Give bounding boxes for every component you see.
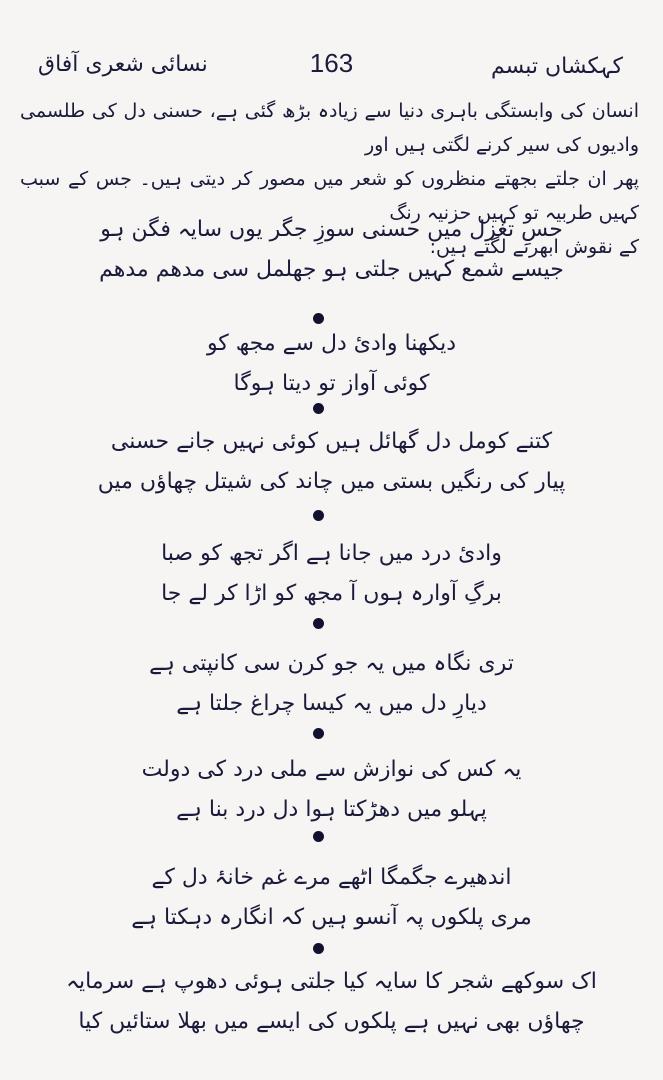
couplet-7 <box>0 858 663 938</box>
intro-line: پھر ان جلتے بجھتے منظروں کو شعر میں مصور کر دیتی ہیں۔ جس کے سبب کہیں طربیہ تو کہیں حزنیہ رنگ <box>20 168 639 224</box>
couplet-2 <box>0 324 663 404</box>
couplet-6 <box>0 750 663 830</box>
separator-dot <box>313 831 324 842</box>
couplet-8 <box>0 962 663 1042</box>
verse-line: یہ کس کی نوازش سے ملی درد کی دولت <box>141 757 522 782</box>
page-header <box>30 48 633 88</box>
separator-dot <box>313 313 324 324</box>
separator-dot <box>313 510 324 521</box>
page-number: 163 <box>309 48 354 78</box>
author-name: کہکشاں تبسم <box>490 54 623 79</box>
intro-line: انسان کی وابستگی باہری دنیا سے زیادہ بڑھ گئی ہے، حسنی دل کی طلسمی وادیوں کی سیر کرنے لگتی ہیں اور <box>20 100 639 156</box>
verse-line: پیار کی رنگیں بستی میں چاند کی شیتل چھاؤں میں <box>97 469 566 494</box>
verse-line: تری نگاہ میں یہ جو کرن سی کانپتی ہے <box>149 651 514 676</box>
verse-line: مری پلکوں پہ آنسو ہیں کہ انگارہ دہکتا ہے <box>131 905 532 930</box>
separator-dot <box>313 403 324 414</box>
verse-line: حسِ تغزل میں حسنی سوزِ جگر یوں سایہ فگن ہو <box>100 217 563 242</box>
separator-dot <box>313 943 324 954</box>
verse-line: کتنے کومل دل گھائل ہیں کوئی نہیں جانے حسنی <box>110 429 553 454</box>
verse-line: دیارِ دل میں یہ کیسا چراغ جلتا ہے <box>176 691 487 716</box>
couplet-5 <box>0 644 663 724</box>
couplet-4 <box>0 534 663 614</box>
verse-line: دیکھنا وادئ دل سے مجھ کو <box>206 331 457 356</box>
book-title: نسائی شعری آفاق <box>38 52 208 77</box>
verse-line: اک سوکھے شجر کا سایہ کیا جلتی ہوئی دھوپ ہے سرمایہ <box>66 969 597 994</box>
verse-line: کوئی آواز تو دیتا ہوگا <box>233 371 430 396</box>
verse-line: وادئ درد میں جانا ہے اگر تجھ کو صبا <box>161 541 502 566</box>
verse-line: پہلو میں دھڑکتا ہوا دل درد بنا ہے <box>176 797 487 822</box>
verse-line: اندھیرے جگمگا اٹھے مرے غم خانۂ دل کے <box>151 865 512 890</box>
couplet-3 <box>0 422 663 502</box>
verse-line: چھاؤں بھی نہیں ہے پلکوں کی ایسے میں بھلا ستائیں کیا <box>78 1009 585 1034</box>
verse-line: برگِ آوارہ ہوں آ مجھ کو اڑا کر لے جا <box>161 581 502 606</box>
couplet-1 <box>0 210 663 290</box>
verse-line: جیسے شمع کہیں جلتی ہو جھلمل سی مدھم مدھم <box>99 257 564 282</box>
separator-dot <box>313 728 324 739</box>
intro-line: کے نقوش ابھرنے لگتے ہیں: <box>429 236 639 258</box>
separator-dot <box>313 618 324 629</box>
